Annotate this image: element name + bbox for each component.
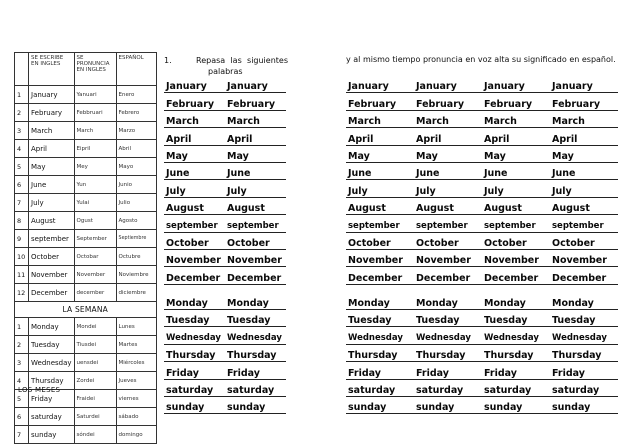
practice-word: sunday: [550, 397, 618, 414]
row-number-cell: 6: [15, 176, 29, 194]
practice-word: August: [482, 197, 550, 214]
practice-word: October: [225, 232, 286, 249]
practice-word: saturday: [225, 379, 286, 396]
practice-word: August: [225, 197, 286, 214]
row-number-cell: 7: [15, 194, 29, 212]
practice-word: June: [225, 162, 286, 179]
header-pronounced-english: SE PRONUNCIA EN INGLES: [74, 53, 116, 86]
practice-word: sunday: [164, 397, 225, 414]
practice-word: January: [346, 76, 414, 93]
practice-row: [164, 327, 286, 344]
practice-row: [164, 145, 286, 162]
practice-word: sunday: [225, 397, 286, 414]
practice-word: February: [164, 93, 225, 110]
row-number-cell: 6: [15, 408, 29, 426]
pronunciation-cell: Yulai: [74, 194, 116, 212]
practice-word: March: [346, 110, 414, 127]
practice-row: [346, 180, 618, 197]
practice-word: July: [482, 180, 550, 197]
practice-word: November: [346, 249, 414, 266]
practice-word: August: [164, 197, 225, 214]
practice-word: saturday: [414, 379, 482, 396]
row-number-cell: 10: [15, 248, 29, 266]
practice-word: November: [164, 249, 225, 266]
practice-word: Thursday: [164, 344, 225, 361]
practice-row: [164, 76, 286, 93]
practice-word: October: [164, 232, 225, 249]
practice-row: [164, 397, 286, 414]
practice-word: February: [346, 93, 414, 110]
practice-word: september: [482, 215, 550, 232]
practice-word: January: [550, 76, 618, 93]
practice-word: Monday: [414, 293, 482, 310]
row-number-cell: 3: [15, 354, 29, 372]
practice-word: Thursday: [550, 344, 618, 361]
row-number-cell: 8: [15, 212, 29, 230]
practice-word: Thursday: [482, 344, 550, 361]
written-english-cell: October: [29, 248, 75, 266]
grid-gap-cell: [482, 284, 550, 293]
practice-row: [346, 293, 618, 310]
weekday-row: [15, 336, 157, 354]
practice-row: [346, 197, 618, 214]
week-section-title: LA SEMANA: [15, 302, 157, 318]
practice-word: Wednesday: [550, 327, 618, 344]
practice-word: October: [550, 232, 618, 249]
row-number-cell: 2: [15, 336, 29, 354]
grid-gap-cell: [225, 284, 286, 293]
practice-word: October: [482, 232, 550, 249]
practice-word: september: [225, 215, 286, 232]
written-english-cell: March: [29, 122, 75, 140]
pronunciation-cell: Zordei: [74, 372, 116, 390]
written-english-cell: January: [29, 86, 75, 104]
practice-row: [164, 362, 286, 379]
grid-gap-cell: [346, 284, 414, 293]
practice-word: November: [482, 249, 550, 266]
month-row: [15, 104, 157, 122]
practice-word: Friday: [225, 362, 286, 379]
header-spanish: ESPAÑOL: [116, 53, 156, 86]
practice-word: Thursday: [414, 344, 482, 361]
practice-word: september: [414, 215, 482, 232]
practice-word: April: [164, 128, 225, 145]
practice-word: Tuesday: [550, 310, 618, 327]
practice-grid-left: [164, 76, 286, 414]
practice-row: [164, 180, 286, 197]
practice-word: september: [164, 215, 225, 232]
pronunciation-cell: Febbruari: [74, 104, 116, 122]
practice-row: [164, 379, 286, 396]
spanish-cell: sábado: [116, 408, 156, 426]
practice-word: saturday: [482, 379, 550, 396]
practice-word: Friday: [550, 362, 618, 379]
header-written-english: SE ESCRIBE EN INGLES: [29, 53, 75, 86]
practice-word: November: [225, 249, 286, 266]
practice-word: March: [225, 110, 286, 127]
spanish-cell: Agosto: [116, 212, 156, 230]
practice-word: saturday: [550, 379, 618, 396]
practice-word: December: [164, 267, 225, 284]
practice-word: Tuesday: [346, 310, 414, 327]
practice-word: November: [550, 249, 618, 266]
instruction-continuation: y al mismo tiempo pronuncia en voz alta su significado en español.: [346, 55, 616, 64]
practice-word: Monday: [225, 293, 286, 310]
written-english-cell: July: [29, 194, 75, 212]
row-number-cell: 1: [15, 318, 29, 336]
practice-word: March: [550, 110, 618, 127]
practice-word: sunday: [414, 397, 482, 414]
practice-word: February: [414, 93, 482, 110]
practice-word: sunday: [346, 397, 414, 414]
written-english-cell: August: [29, 212, 75, 230]
spanish-cell: domingo: [116, 426, 156, 444]
written-english-cell: Tuesday: [29, 336, 75, 354]
spanish-cell: Junio: [116, 176, 156, 194]
grid-gap: [164, 284, 286, 293]
row-number-cell: 5: [15, 158, 29, 176]
practice-word: May: [346, 145, 414, 162]
practice-word: saturday: [346, 379, 414, 396]
practice-row: [164, 93, 286, 110]
pronunciation-cell: Yanuari: [74, 86, 116, 104]
month-row: [15, 230, 157, 248]
pronunciation-cell: Eipril: [74, 140, 116, 158]
practice-word: December: [346, 267, 414, 284]
practice-word: Tuesday: [482, 310, 550, 327]
pronunciation-cell: Mey: [74, 158, 116, 176]
spanish-cell: Septiembre: [116, 230, 156, 248]
practice-word: Tuesday: [225, 310, 286, 327]
practice-word: May: [225, 145, 286, 162]
practice-word: April: [346, 128, 414, 145]
practice-word: July: [225, 180, 286, 197]
spanish-cell: Jueves: [116, 372, 156, 390]
header-num: [15, 53, 29, 86]
practice-row: [164, 110, 286, 127]
practice-word: Thursday: [225, 344, 286, 361]
practice-word: May: [482, 145, 550, 162]
instruction-text-line2: palabras: [208, 67, 243, 76]
written-english-cell: April: [29, 140, 75, 158]
practice-row: [164, 162, 286, 179]
practice-row: [346, 379, 618, 396]
practice-word: Wednesday: [482, 327, 550, 344]
practice-word: January: [414, 76, 482, 93]
written-english-cell: sunday: [29, 426, 75, 444]
practice-word: June: [482, 162, 550, 179]
practice-word: June: [550, 162, 618, 179]
spanish-cell: Febrero: [116, 104, 156, 122]
month-row: [15, 140, 157, 158]
practice-word: Wednesday: [225, 327, 286, 344]
practice-word: september: [550, 215, 618, 232]
spanish-cell: viernes: [116, 390, 156, 408]
practice-word: May: [164, 145, 225, 162]
practice-word: March: [414, 110, 482, 127]
grid-gap-cell: [414, 284, 482, 293]
practice-word: April: [225, 128, 286, 145]
row-number-cell: 4: [15, 372, 29, 390]
spanish-cell: Enero: [116, 86, 156, 104]
weekday-row: [15, 354, 157, 372]
practice-word: July: [550, 180, 618, 197]
practice-row: [346, 76, 618, 93]
spanish-cell: Noviembre: [116, 266, 156, 284]
practice-word: Tuesday: [164, 310, 225, 327]
practice-row: [164, 293, 286, 310]
spanish-cell: Octubre: [116, 248, 156, 266]
row-number-cell: 9: [15, 230, 29, 248]
practice-word: June: [414, 162, 482, 179]
vocabulary-header-row: [15, 53, 157, 86]
practice-row: [346, 362, 618, 379]
practice-word: October: [346, 232, 414, 249]
practice-word: November: [414, 249, 482, 266]
pronunciation-cell: Fraidei: [74, 390, 116, 408]
practice-word: september: [346, 215, 414, 232]
month-row: [15, 86, 157, 104]
written-english-cell: Friday: [29, 390, 75, 408]
practice-row: [346, 267, 618, 284]
practice-row: [164, 215, 286, 232]
practice-word: sunday: [482, 397, 550, 414]
month-row: [15, 266, 157, 284]
practice-row: [346, 232, 618, 249]
row-number-cell: 7: [15, 426, 29, 444]
row-number-cell: 12: [15, 284, 29, 302]
practice-word: February: [225, 93, 286, 110]
pronunciation-cell: Yun: [74, 176, 116, 194]
written-english-cell: Monday: [29, 318, 75, 336]
practice-row: [164, 249, 286, 266]
practice-word: Monday: [482, 293, 550, 310]
practice-word: June: [346, 162, 414, 179]
practice-word: January: [225, 76, 286, 93]
row-number-cell: 2: [15, 104, 29, 122]
grid-gap-cell: [164, 284, 225, 293]
practice-word: January: [482, 76, 550, 93]
practice-word: April: [414, 128, 482, 145]
practice-row: [164, 197, 286, 214]
practice-row: [346, 327, 618, 344]
written-english-cell: May: [29, 158, 75, 176]
practice-row: [164, 128, 286, 145]
practice-word: Friday: [482, 362, 550, 379]
practice-word: December: [414, 267, 482, 284]
practice-word: Monday: [164, 293, 225, 310]
week-section-row: [15, 302, 157, 318]
row-number-cell: 4: [15, 140, 29, 158]
month-row: [15, 212, 157, 230]
practice-word: October: [414, 232, 482, 249]
practice-word: Friday: [414, 362, 482, 379]
practice-word: Thursday: [346, 344, 414, 361]
spanish-cell: Lunes: [116, 318, 156, 336]
written-english-cell: February: [29, 104, 75, 122]
practice-word: saturday: [164, 379, 225, 396]
pronunciation-cell: sóndei: [74, 426, 116, 444]
spanish-cell: Miércoles: [116, 354, 156, 372]
month-row: [15, 122, 157, 140]
practice-word: August: [346, 197, 414, 214]
practice-word: Wednesday: [414, 327, 482, 344]
footer-label: LOS MESES: [18, 386, 61, 394]
pronunciation-cell: September: [74, 230, 116, 248]
pronunciation-cell: March: [74, 122, 116, 140]
pronunciation-cell: November: [74, 266, 116, 284]
spanish-cell: Martes: [116, 336, 156, 354]
spanish-cell: Abril: [116, 140, 156, 158]
practice-row: [346, 162, 618, 179]
practice-row: [164, 267, 286, 284]
practice-word: December: [550, 267, 618, 284]
practice-word: December: [225, 267, 286, 284]
row-number-cell: 11: [15, 266, 29, 284]
practice-word: July: [414, 180, 482, 197]
practice-word: Wednesday: [164, 327, 225, 344]
practice-word: Monday: [346, 293, 414, 310]
spanish-cell: Mayo: [116, 158, 156, 176]
practice-row: [346, 344, 618, 361]
practice-word: Friday: [164, 362, 225, 379]
practice-grid-right: [346, 76, 618, 414]
instruction-text-line1: Repasa las siguientes: [196, 56, 288, 65]
practice-word: January: [164, 76, 225, 93]
pronunciation-cell: Mondei: [74, 318, 116, 336]
written-english-cell: Thursday: [29, 372, 75, 390]
practice-word: Friday: [346, 362, 414, 379]
practice-word: December: [482, 267, 550, 284]
practice-word: May: [550, 145, 618, 162]
weekday-row: [15, 426, 157, 444]
practice-row: [346, 215, 618, 232]
pronunciation-cell: Ogust: [74, 212, 116, 230]
pronunciation-cell: Tiusdei: [74, 336, 116, 354]
practice-word: August: [414, 197, 482, 214]
spanish-cell: Marzo: [116, 122, 156, 140]
month-row: [15, 248, 157, 266]
written-english-cell: November: [29, 266, 75, 284]
grid-gap: [346, 284, 618, 293]
practice-word: August: [550, 197, 618, 214]
written-english-cell: september: [29, 230, 75, 248]
practice-word: Wednesday: [346, 327, 414, 344]
practice-row: [346, 397, 618, 414]
weekday-row: [15, 408, 157, 426]
row-number-cell: 5: [15, 390, 29, 408]
spanish-cell: Julio: [116, 194, 156, 212]
practice-word: April: [550, 128, 618, 145]
practice-row: [164, 310, 286, 327]
month-row: [15, 176, 157, 194]
practice-row: [346, 145, 618, 162]
written-english-cell: December: [29, 284, 75, 302]
practice-row: [346, 310, 618, 327]
practice-row: [346, 128, 618, 145]
practice-word: May: [414, 145, 482, 162]
pronunciation-cell: december: [74, 284, 116, 302]
grid-gap-cell: [550, 284, 618, 293]
written-english-cell: Wednesday: [29, 354, 75, 372]
practice-word: April: [482, 128, 550, 145]
practice-row: [164, 232, 286, 249]
practice-word: June: [164, 162, 225, 179]
practice-word: Monday: [550, 293, 618, 310]
practice-row: [346, 249, 618, 266]
pronunciation-cell: uensdei: [74, 354, 116, 372]
row-number-cell: 1: [15, 86, 29, 104]
pronunciation-cell: Octobar: [74, 248, 116, 266]
instruction-number: 1.: [164, 56, 172, 65]
pronunciation-cell: Saturdei: [74, 408, 116, 426]
spanish-cell: diciembre: [116, 284, 156, 302]
weekday-row: [15, 318, 157, 336]
month-row: [15, 158, 157, 176]
practice-word: Tuesday: [414, 310, 482, 327]
practice-word: March: [482, 110, 550, 127]
written-english-cell: June: [29, 176, 75, 194]
month-row: [15, 284, 157, 302]
practice-word: February: [550, 93, 618, 110]
practice-word: July: [346, 180, 414, 197]
practice-word: February: [482, 93, 550, 110]
practice-row: [346, 110, 618, 127]
written-english-cell: saturday: [29, 408, 75, 426]
practice-word: March: [164, 110, 225, 127]
practice-row: [346, 93, 618, 110]
month-row: [15, 194, 157, 212]
row-number-cell: 3: [15, 122, 29, 140]
practice-row: [164, 344, 286, 361]
practice-word: July: [164, 180, 225, 197]
